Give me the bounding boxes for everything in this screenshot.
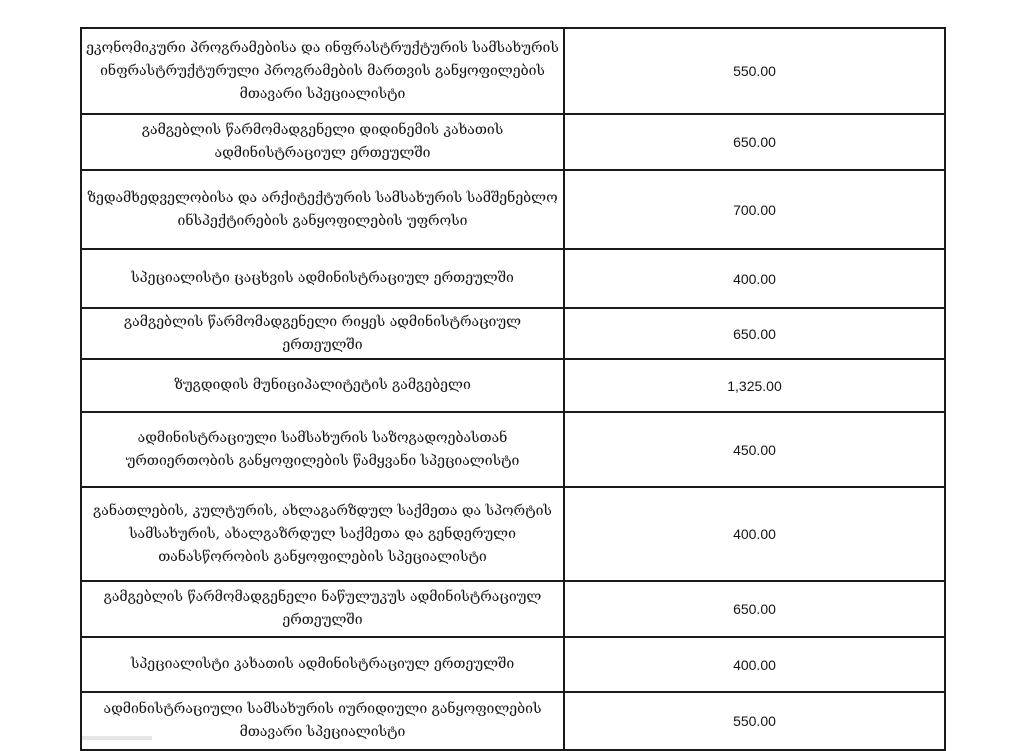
salary-amount: 400.00	[564, 249, 945, 308]
salary-amount: 550.00	[564, 692, 945, 750]
table-row	[81, 412, 945, 487]
salary-amount: 650.00	[564, 581, 945, 637]
table-row	[81, 359, 945, 412]
salary-table	[80, 27, 946, 751]
position-title: სპეციალისტი კახათის ადმინისტრაციულ ერთეულში	[81, 637, 564, 692]
table-row	[81, 170, 945, 249]
scan-artifact	[82, 736, 152, 740]
table-row	[81, 28, 945, 114]
position-title: განათლების, კულტურის, ახლაგარზდულ საქმეთა და სპორტის სამსახურის, ახალგაზრდულ საქმეთა და გენდერული თანასწორობის განყოფილების სპეციალისტი	[81, 487, 564, 581]
salary-amount: 550.00	[564, 28, 945, 114]
salary-amount: 650.00	[564, 114, 945, 170]
position-title: სპეციალისტი ცაცხვის ადმინისტრაციულ ერთეულში	[81, 249, 564, 308]
position-title: ზედამხედველობისა და არქიტექტურის სამსახურის სამშენებლო ინსპექტირების განყოფილების უფროსი	[81, 170, 564, 249]
salary-amount: 450.00	[564, 412, 945, 487]
table-row	[81, 581, 945, 637]
position-title: ეკონომიკური პროგრამებისა და ინფრასტრუქტურის სამსახურის ინფრასტრუქტურული პროგრამების მართვის განყოფილების მთავარი სპეციალისტი	[81, 28, 564, 114]
table-row	[81, 637, 945, 692]
salary-amount: 700.00	[564, 170, 945, 249]
salary-amount: 400.00	[564, 487, 945, 581]
table-row	[81, 308, 945, 359]
position-title: გამგებლის წარმომადგენელი რიყეს ადმინისტრაციულ ერთეულში	[81, 308, 564, 359]
table-row	[81, 114, 945, 170]
position-title: გამგებლის წარმომადგენელი დიდინემის კახათის ადმინისტრაციულ ერთეულში	[81, 114, 564, 170]
position-title: ადმინისტრაციული სამსახურის იურიდიული განყოფილების მთავარი სპეციალისტი	[81, 692, 564, 750]
position-title: ზუგდიდის მუნიციპალიტეტის გამგებელი	[81, 359, 564, 412]
salary-amount: 1,325.00	[564, 359, 945, 412]
table-row	[81, 487, 945, 581]
salary-amount: 400.00	[564, 637, 945, 692]
position-title: გამგებლის წარმომადგენელი ნაწულუკუს ადმინისტრაციულ ერთეულში	[81, 581, 564, 637]
table-row	[81, 692, 945, 750]
table-row	[81, 249, 945, 308]
position-title: ადმინისტრაციული სამსახურის საზოგადოებასთან ურთიერთობის განყოფილების წამყვანი სპეციალისტი	[81, 412, 564, 487]
salary-amount: 650.00	[564, 308, 945, 359]
